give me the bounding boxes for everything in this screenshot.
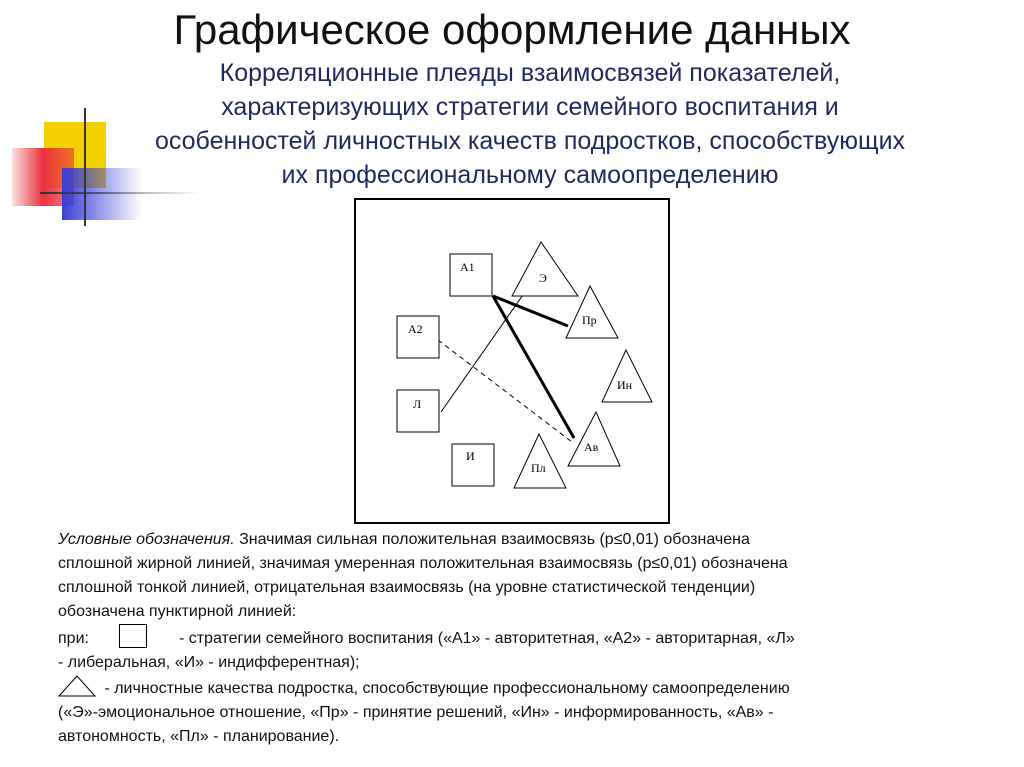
legend-heading: Условные обозначения.: [58, 531, 235, 548]
legend-line-2: сплошной жирной линией, значимая умеренная положительная взаимосвязь (р≤0,01) обозначена: [58, 555, 788, 572]
node-square-a1: [450, 254, 492, 296]
subtitle-line-4: их профессиональному самоопределению: [281, 161, 779, 189]
subtitle-line-2: характеризующих стратегии семейного воспитания и: [221, 93, 839, 121]
legend-triangle-desc: - личностные качества подростка, способствующие профессиональному самоопределению: [100, 680, 790, 697]
legend: [58, 528, 978, 749]
node-triangle-pl: [514, 434, 566, 488]
legend-line-1-text: Значимая сильная положительная взаимосвязь (р≤0,01) обозначена: [234, 531, 750, 548]
link-a1-av-strong: [493, 296, 574, 438]
node-triangle-e: [512, 242, 578, 296]
link-l-e-moderate: [441, 282, 532, 412]
legend-line-4: обозначена пунктирной линией:: [58, 603, 297, 620]
subtitle-line-3: особенностей личностных качеств подростков, способствующих: [154, 127, 906, 155]
node-triangle-in: [602, 350, 652, 402]
legend-line-6: - либеральная, «И» - индифферентная);: [58, 654, 360, 671]
node-square-l: [397, 390, 439, 432]
node-label-l: Л: [413, 397, 422, 411]
decor-horizontal-line: [40, 192, 200, 194]
triangle-symbol-icon: [58, 675, 96, 697]
node-label-pr: Пр: [582, 313, 597, 327]
legend-line-5: [58, 624, 978, 651]
legend-line-3: сплошной тонкой линией, отрицательная взаимосвязь (на уровне статистической тенденции): [58, 579, 756, 596]
node-square-a2: [397, 316, 439, 358]
node-label-a1: А1: [460, 260, 475, 274]
node-label-pl: Пл: [531, 461, 546, 475]
subtitle-line-1: Корреляционные плеяды взаимосвязей показателей,: [219, 59, 841, 87]
square-symbol-icon: [119, 624, 147, 648]
correlation-diagram: [354, 198, 670, 524]
node-label-e: Э: [539, 271, 547, 285]
node-label-in: Ин: [617, 378, 633, 392]
node-triangle-av: [568, 412, 620, 466]
legend-pri: при:: [58, 630, 89, 647]
node-label-a2: А2: [408, 322, 423, 336]
legend-line-9: автономность, «Пл» - планирование).: [58, 728, 340, 745]
link-a2-av-negative: [438, 340, 572, 442]
node-label-i: И: [466, 449, 475, 463]
node-label-av: Ав: [584, 440, 599, 454]
legend-line-8: («Э»-эмоциональное отношение, «Пр» - принятие решений, «Ин» - информированность, «Ав» -: [58, 704, 774, 721]
legend-line-7: [58, 675, 978, 701]
legend-line-1: [58, 528, 978, 552]
page-title: Графическое оформление данных: [173, 6, 851, 53]
node-square-i: [452, 444, 494, 486]
correlation-diagram-svg: [356, 200, 672, 526]
page-subtitle: [80, 56, 980, 192]
legend-square-desc: - стратегии семейного воспитания («А1» - авторитетная, «А2» - авторитарная, «Л»: [178, 630, 795, 647]
